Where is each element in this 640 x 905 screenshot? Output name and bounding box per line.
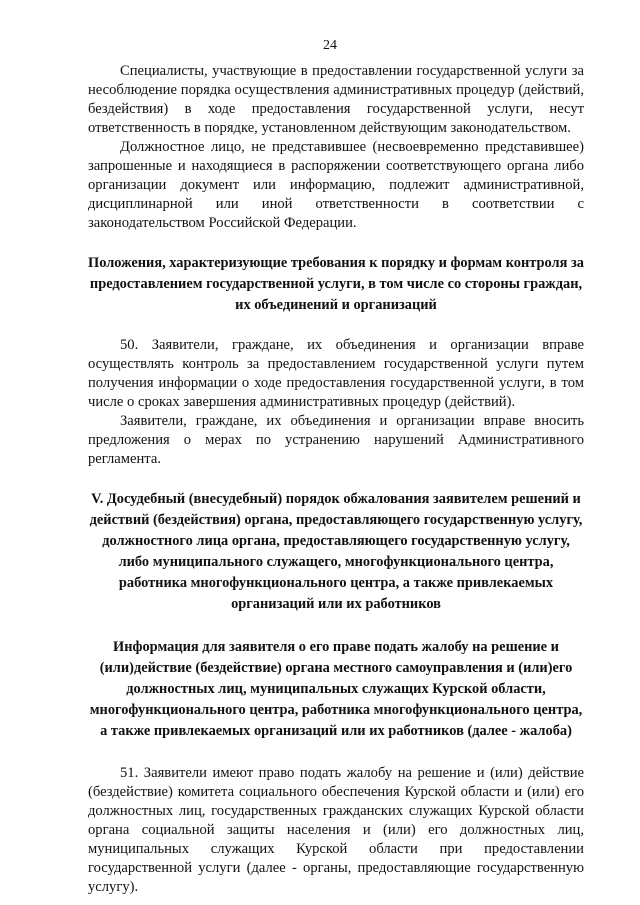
heading-section-v-appeal: V. Досудебный (внесудебный) порядок обжалования заявителем решений и действий (бездействия) органа, предоставляющего государственную услугу, должностного лица органа, предоставляющего государственную услугу, либо муниципального служащего, многофункционального центра, работника многофункционального центра, а также привлекаемых организаций или их работников [89,491,583,612]
paragraph-proposals: Заявители, граждане, их объединения и организации вправе вносить предложения о мерах по устранению нарушений Административного регламента. [88,413,584,467]
page-number: 24 [323,38,337,53]
paragraph-official-responsibility: Должностное лицо, не представившее (несвоевременно представившее) запрошенные и находящиеся в распоряжении соответствующего органа либо организации документ или информацию, подлежит административной, дисциплинарной или иной ответственности в соответствии с законодательством Российской Федерации. [88,139,584,231]
paragraph-50-control: 50. Заявители, граждане, их объединения и организации вправе осуществлять контроль за предоставлением государственной услуги путем получения информации о ходе предоставления государственной услуги, в том числе о сроках завершения административных процедур (действий). [88,337,584,410]
heading-complaint-information: Информация для заявителя о его праве подать жалобу на решение и (или)действие (бездействие) органа местного самоуправления и (или)его должностных лиц, муниципальных служащих Курской области, многофункционального центра, работника многофункционального центра, а также привлекаемых организаций или их работников (далее - жалоба) [89,639,583,739]
heading-control-requirements: Положения, характеризующие требования к порядку и формам контроля за предоставлением государственной услуги, в том числе со стороны граждан, их объединений и организаций [88,255,584,313]
paragraph-specialists-responsibility: Специалисты, участвующие в предоставлении государственной услуги за несоблюдение порядка осуществления административных процедур (действий, бездействия) в ходе предоставления государственной услуги, несут ответственность в порядке, установленном действующим законодательством. [88,63,584,136]
paragraph-51-complaint-right: 51. Заявители имеют право подать жалобу на решение и (или) действие (бездействие) комитета социального обеспечения Курской области и (или) его должностных лиц, государственных гражданских служащих Курской области органа социальной защиты населения и (или) его должностных лиц, муниципальных служащих Курской области при предоставлении государственной услуги (далее - органы, предоставляющие государственную услугу). [88,765,584,895]
document-body [88,62,584,897]
